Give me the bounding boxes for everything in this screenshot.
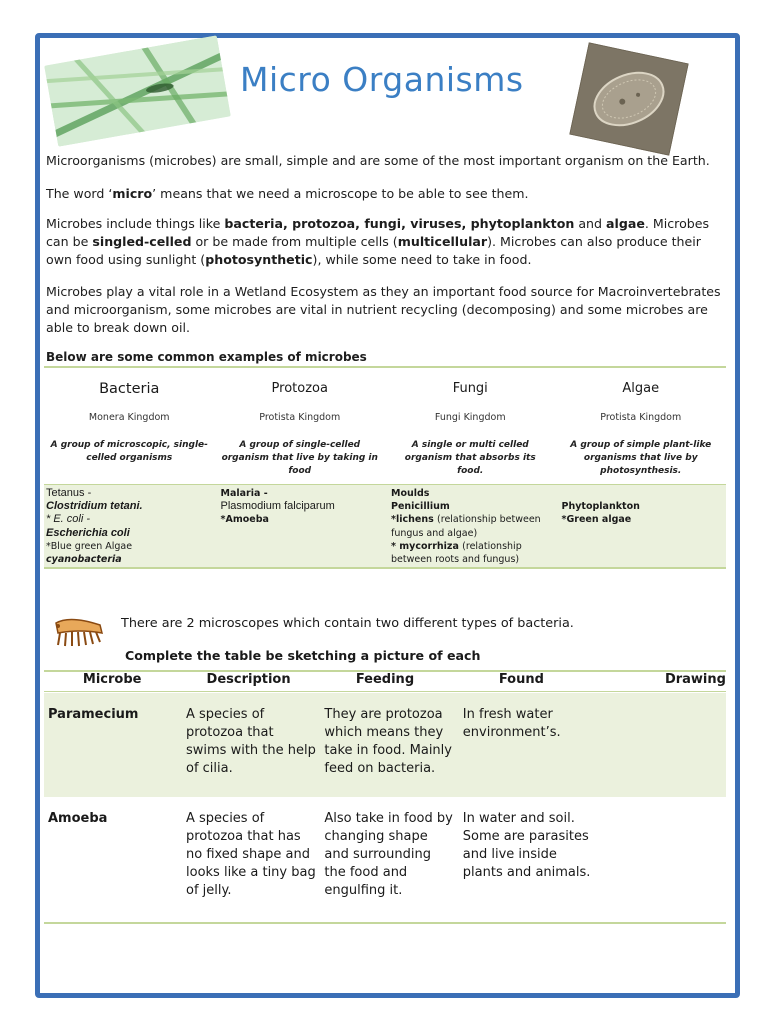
row-feeding: They are protozoa which means they take in food. Mainly feed on bacteria. bbox=[324, 707, 452, 776]
row-drawing-cell[interactable] bbox=[597, 810, 735, 920]
row-feeding: Also take in food by changing shape and surrounding the food and engulfing it. bbox=[324, 811, 453, 898]
header-feeding: Feeding bbox=[355, 672, 415, 687]
definition-fungi: A single or multi celled organism that absorbs its food. bbox=[404, 440, 536, 476]
task-table-bottom-rule bbox=[44, 922, 726, 924]
row-drawing-cell[interactable] bbox=[597, 706, 735, 797]
example-item: Malaria - bbox=[220, 488, 268, 499]
kingdom-fungi: Fungi Kingdom bbox=[434, 412, 506, 423]
col-bacteria-name: Bacteria bbox=[99, 381, 160, 397]
col-fungi-name: Fungi bbox=[452, 381, 488, 396]
examples-heading: Below are some common examples of microbes bbox=[46, 350, 367, 364]
row-description: A species of protozoa that has no fixed shape and looks like a tiny bag of jelly. bbox=[186, 811, 316, 898]
p2-text: The word ‘ bbox=[46, 186, 113, 201]
example-item: *Green algae bbox=[561, 514, 632, 526]
examples-table-header bbox=[44, 381, 726, 397]
microscope-note: There are 2 microscopes which contain two different types of bacteria. bbox=[121, 616, 574, 631]
examples-bacteria bbox=[44, 485, 215, 567]
example-item: Clostridium tetani. bbox=[46, 500, 143, 513]
examples-algae bbox=[556, 485, 727, 567]
definition-protozoa: A group of single-celled organism that live by taking in food bbox=[221, 440, 378, 476]
example-item: *Blue green Algae bbox=[46, 540, 133, 552]
paramecium-micrograph-icon bbox=[571, 44, 688, 155]
example-item-bold: *lichens bbox=[391, 514, 438, 526]
p2-text: ’ means that we need a microscope to be able to see them. bbox=[152, 186, 529, 201]
intro-paragraph-4: Microbes play a vital role in a Wetland Ecosystem as they an important food source for Macroinvertebrates and microorganism, some microbes are vital in nutrient recycling (decomposing) and some microbes are able to break down oil. bbox=[46, 284, 721, 335]
microscope-slide-bug-icon bbox=[50, 613, 108, 653]
examples-protozoa bbox=[215, 485, 386, 567]
header-found: Found bbox=[498, 672, 544, 687]
example-item: * E. coli - bbox=[46, 513, 91, 526]
p3-text: or be made from multiple cells ( bbox=[191, 234, 398, 249]
header-microbe: Microbe bbox=[82, 672, 142, 687]
task-table-header-rule bbox=[44, 691, 726, 692]
p3-bold: bacteria, protozoa, fungi, viruses, phytoplankton bbox=[224, 216, 575, 231]
task-heading: Complete the table be sketching a picture of each bbox=[125, 648, 481, 663]
p3-bold: photosynthetic bbox=[205, 252, 313, 267]
example-item-bold: * mycorrhiza bbox=[391, 540, 463, 552]
paramecium-image bbox=[569, 42, 688, 155]
examples-table-kingdom-row bbox=[44, 412, 726, 423]
example-item: Penicillium bbox=[391, 501, 450, 513]
example-item: Plasmodium falciparum bbox=[220, 500, 335, 513]
row-description: A species of protozoa that swims with the help of cilia. bbox=[186, 707, 316, 776]
header-description: Description bbox=[206, 672, 291, 687]
col-algae-name: Algae bbox=[622, 381, 660, 396]
example-item: cyanobacteria bbox=[46, 554, 122, 566]
intro-paragraph-2 bbox=[46, 185, 721, 203]
page-frame bbox=[35, 33, 740, 998]
table-row bbox=[44, 693, 726, 797]
row-microbe: Amoeba bbox=[48, 811, 108, 826]
definition-bacteria: A group of microscopic, single-celled organisms bbox=[50, 440, 208, 463]
p3-bold: algae bbox=[606, 216, 645, 231]
example-item: *Amoeba bbox=[220, 514, 269, 526]
kingdom-algae: Protista Kingdom bbox=[600, 412, 682, 423]
kingdom-bacteria: Monera Kingdom bbox=[88, 412, 170, 423]
p3-text: and bbox=[574, 216, 607, 231]
row-found: In water and soil. Some are parasites and live inside plants and animals. bbox=[462, 811, 591, 880]
row-found: In fresh water environment’s. bbox=[462, 707, 561, 740]
p3-text: Microbes include things like bbox=[46, 216, 225, 231]
p3-bold: multicellular bbox=[397, 234, 488, 249]
definition-algae: A group of simple plant-like organisms that live by photosynthesis. bbox=[570, 440, 712, 476]
p2-bold: micro bbox=[112, 186, 153, 201]
task-table-header bbox=[44, 672, 726, 687]
example-item: *lichens (relationship between fungus and algae) bbox=[391, 514, 541, 539]
p3-text: ), while some need to take in food. bbox=[312, 252, 532, 267]
p3-text: . Microbes can be bbox=[46, 216, 710, 249]
examples-fungi bbox=[385, 485, 556, 567]
examples-table-top-rule bbox=[44, 366, 726, 368]
kingdom-protozoa: Protista Kingdom bbox=[259, 412, 341, 423]
p3-bold: singled-celled bbox=[92, 234, 192, 249]
example-item: Moulds bbox=[391, 488, 430, 499]
algae-micrograph-icon bbox=[44, 35, 231, 146]
row-microbe: Paramecium bbox=[48, 707, 139, 722]
table-row bbox=[44, 810, 726, 920]
example-item: Phytoplankton bbox=[561, 501, 640, 512]
p3-text: ). Microbes can also produce their own food using sunlight ( bbox=[46, 234, 701, 267]
intro-paragraph-1: Microorganisms (microbes) are small, simple and are some of the most important organism on the Earth. bbox=[46, 153, 710, 168]
example-item: * mycorrhiza (relationship between roots and fungus) bbox=[391, 540, 522, 566]
header-drawing: Drawing bbox=[664, 672, 726, 687]
page-title: Micro Organisms bbox=[240, 60, 524, 99]
examples-table-examples-row bbox=[44, 484, 726, 569]
examples-table-definition-row bbox=[44, 439, 726, 478]
algae-image bbox=[44, 35, 231, 146]
col-protozoa-name: Protozoa bbox=[271, 381, 328, 396]
example-item: Tetanus - bbox=[46, 487, 92, 499]
intro-paragraph-3 bbox=[46, 215, 721, 269]
example-item: Escherichia coli bbox=[46, 526, 130, 539]
